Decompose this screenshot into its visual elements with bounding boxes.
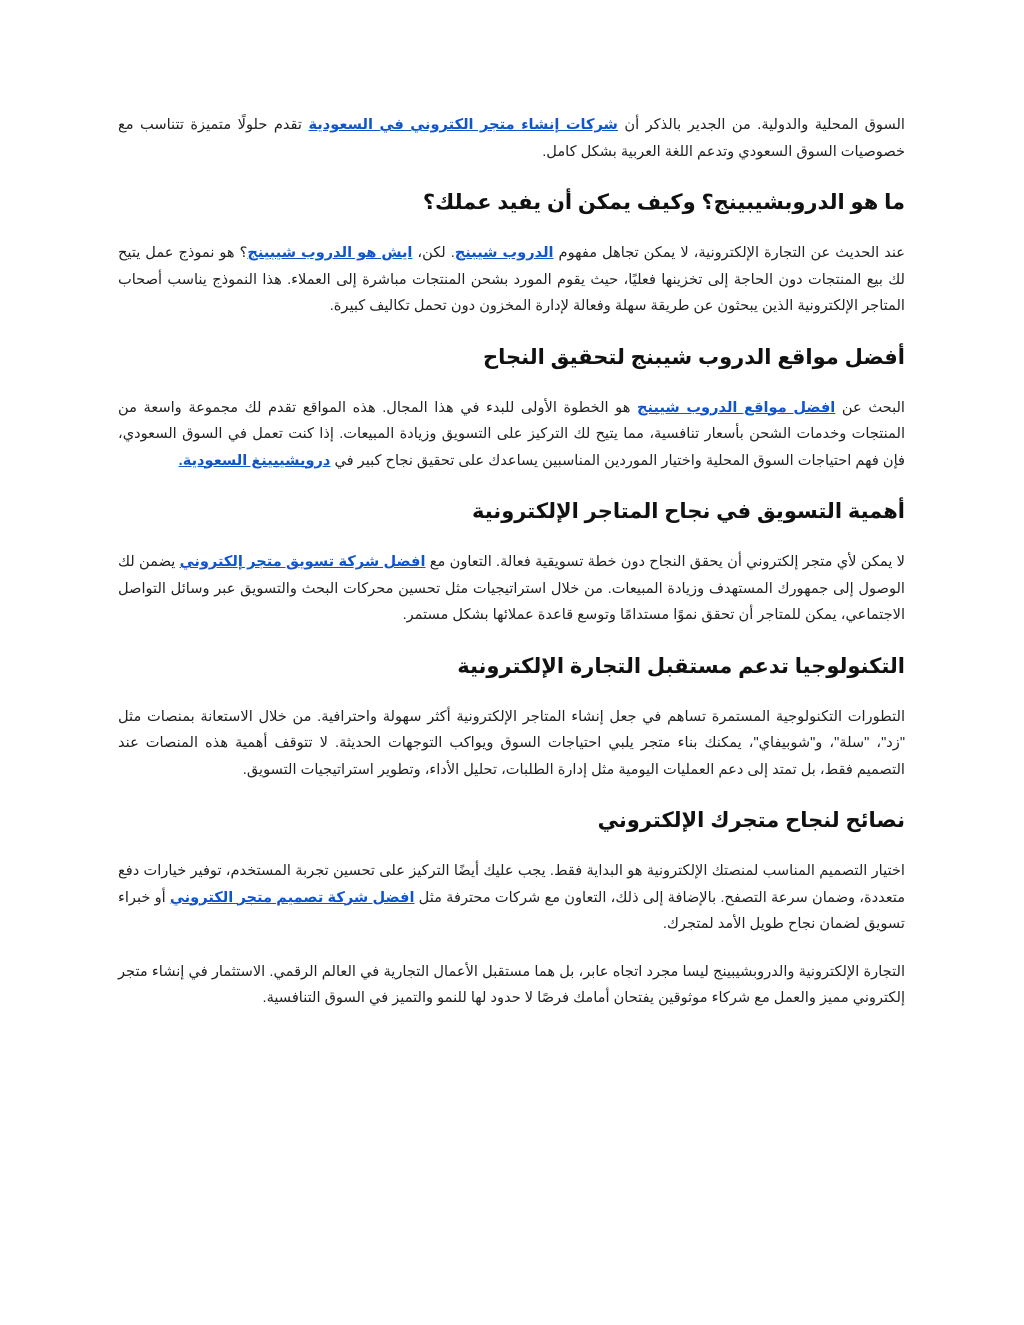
- text-run: . لكن،: [412, 245, 455, 261]
- tips-paragraph: [118, 858, 905, 938]
- text-run: البحث عن: [835, 399, 905, 416]
- text-run: عند الحديث عن التجارة الإلكترونية، لا يمكن تجاهل مفهوم: [553, 245, 905, 261]
- text-run: ؟ هو نموذج عمل يتيح لك بيع المنتجات دون الحاجة إلى تخزينها فعليًا، حيث يقوم المورد بشحن المنتجات مباشرة إلى العملاء. هذا النموذج يناسب أصحاب المتاجر الإلكترونية الذين يبحثون عن طريقة سهلة وفعالة لإدارة المخزون دون تحمل تكاليف كبيرة.: [118, 245, 905, 314]
- text-run: السوق المحلية والدولية. من الجدير بالذكر أن: [617, 117, 905, 133]
- heading-marketing-importance: أهمية التسويق في نجاح المتاجر الإلكترونية: [472, 500, 905, 523]
- marketing-paragraph: [118, 549, 905, 629]
- document-body: [118, 112, 905, 1012]
- text-run: هو الخطوة الأولى للبدء في هذا المجال. هذه المواقع تقدم لك مجموعة واسعة من المنتجات وخدمات الشحن بأسعار تنافسية، مما يتيح لك التركيز على التسويق وزيادة المبيعات. إذا كنت تعمل في السوق السعودي، فإن فهم احتياجات السوق المحلية واختيار الموردين المناسبين يساعدك على تحقيق نجاح كبير في: [118, 399, 905, 469]
- text-run: لا يمكن لأي متجر إلكتروني أن يحقق النجاح دون خطة تسويقية فعالة. التعاون مع: [425, 554, 905, 570]
- link-dropshipping-saudi[interactable]: دروبشيبينغ السعودية.: [178, 452, 331, 469]
- text-run: تقدم حلولًا متميزة تتناسب مع خصوصيات السوق السعودي وتدعم اللغة العربية بشكل كامل.: [118, 117, 905, 160]
- link-create-store-companies-saudi[interactable]: شركات إنشاء متجر الكتروني في السعودية: [308, 117, 618, 133]
- dropshipping-paragraph: [118, 240, 905, 320]
- closing-paragraph: التجارة الإلكترونية والدروبشيبينج ليسا مجرد اتجاه عابر، بل هما مستقبل الأعمال التجارية في العالم الرقمي. الاستثمار في إنشاء متجر إلكتروني مميز والعمل مع شركاء موثوقين يفتحان أمامك فرصًا لا حدود لها للنمو والتميز في السوق التنافسية.: [118, 963, 905, 1006]
- text-run: اختيار التصميم المناسب لمنصتك الإلكترونية هو البداية فقط. يجب عليك أيضًا التركيز على تحسين تجربة المستخدم، توفير خيارات دفع متعددة، وضمان سرعة التصفح. بالإضافة إلى ذلك، التعاون مع شركات محترفة مثل: [118, 863, 906, 906]
- link-best-store-design-company[interactable]: افضل شركة تصميم متجر الكتروني: [169, 889, 415, 906]
- link-what-is-dropshipping[interactable]: ايش هو الدروب شيبينج: [247, 245, 413, 261]
- technology-paragraph: التطورات التكنولوجية المستمرة تساهم في جعل إنشاء المتاجر الإلكترونية أكثر سهولة واحترافية. من خلال الاستعانة بمنصات مثل "زد"، "سلة"، و"شوبيفاي"، يمكنك بناء متجر يلبي احتياجات السوق ويواكب التوجهات الحديثة. لا تتوقف أهمية هذه المنصات عند التصميم فقط، بل تمتد إلى دعم العمليات اليومية مثل إدارة الطلبات، تحليل الأداء، وتطوير استراتيجيات التسويق.: [118, 708, 905, 778]
- intro-paragraph: [118, 112, 905, 165]
- heading-what-is-dropshipping: ما هو الدروبشيبينج؟ وكيف يمكن أن يفيد عملك؟: [422, 191, 905, 214]
- link-best-dropshipping-sites[interactable]: افضل مواقع الدروب شيبنج: [637, 399, 836, 416]
- text-run: يضمن لك الوصول إلى جمهورك المستهدف وزيادة المبيعات. من خلال استراتيجيات مثل تحسين محركات البحث والتسويق عبر وسائل التواصل الاجتماعي، يمكن للمتاجر أن تحقق نموًا مستدامًا وتوسع قاعدة عملائها بشكل مستمر.: [118, 554, 905, 623]
- heading-store-success-tips: نصائح لنجاح متجرك الإلكتروني: [597, 809, 905, 832]
- heading-best-dropshipping-sites: أفضل مواقع الدروب شيبنج لتحقيق النجاح: [483, 345, 905, 369]
- best-sites-paragraph: [118, 395, 905, 475]
- text-run: أو خبراء تسويق لضمان نجاح طويل الأمد لمتجرك.: [118, 889, 905, 932]
- link-dropshipping[interactable]: الدروب شيبنج: [454, 245, 554, 261]
- heading-technology-future: التكنولوجيا تدعم مستقبل التجارة الإلكترونية: [457, 654, 905, 678]
- link-best-store-marketing-company[interactable]: افضل شركة تسويق متجر إلكتروني: [179, 554, 426, 570]
